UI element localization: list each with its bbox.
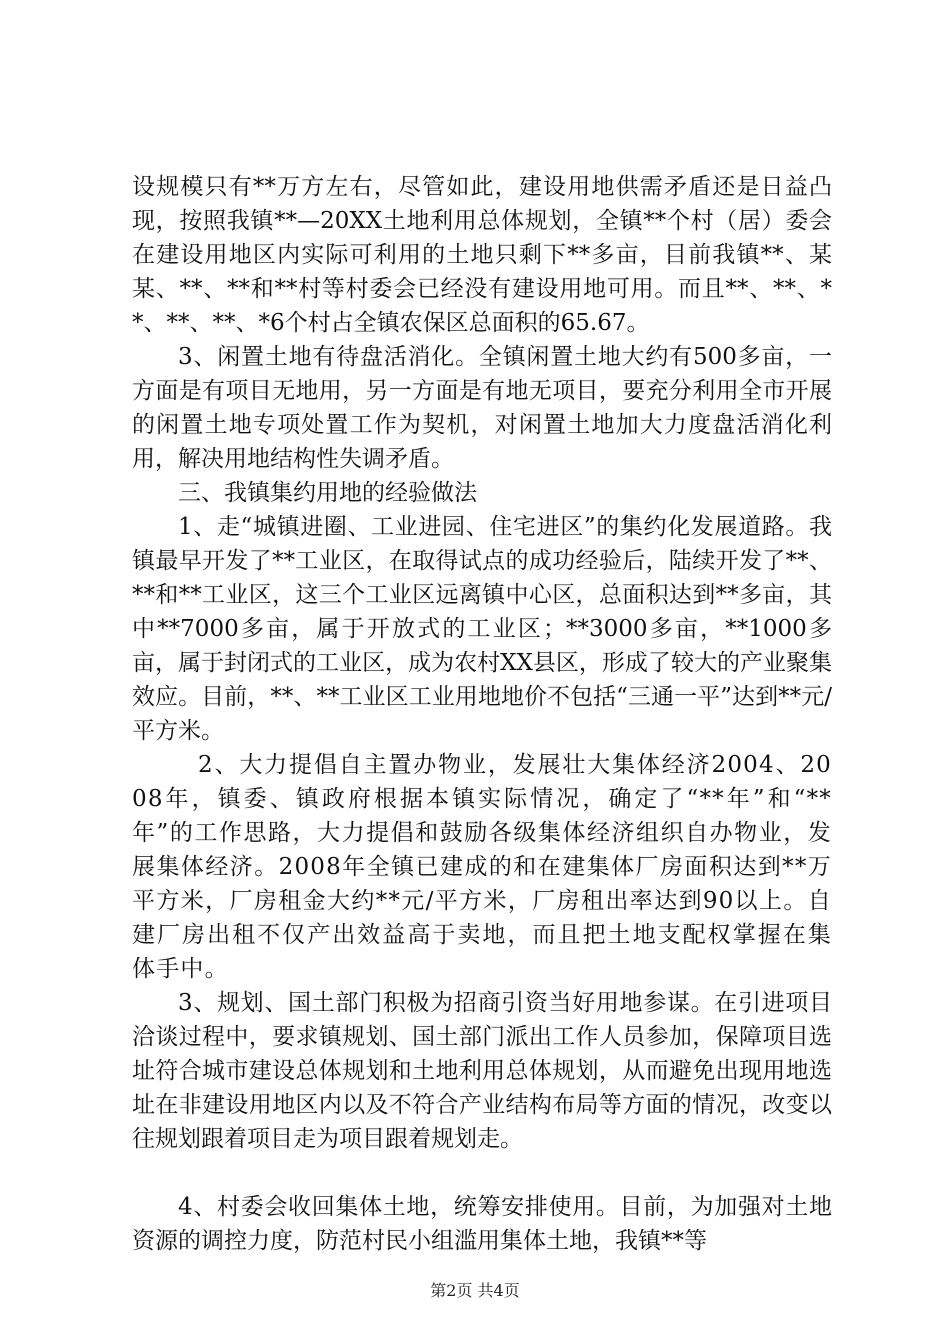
- paragraph-collective-economy: 2、大力提倡自主置办物业，发展壮大集体经济2004、2008年，镇委、镇政府根据本镇实际情况，确定了“**年”和“**年”的工作思路，大力提倡和鼓励各级集体经济组织自办物业，发展集体经济。2008年全镇已建成的和在建集体厂房面积达到**万平方米，厂房租金大约**元/平方米，厂房租出率达到90以上。自建厂房出租不仅产出效益高于卖地，而且把土地支配权掌握在集体手中。: [132, 752, 832, 982]
- page-number-footer: 第2页 共4页: [430, 1281, 520, 1300]
- paragraph-planning-advisor: 3、规划、国土部门积极为招商引资当好用地参谋。在引进项目洽谈过程中，要求镇规划、国土部门派出工作人员参加，保障项目选址符合城市建设总体规划和土地利用总体规划，从而避免出现用地选址在非建设用地区内以及不符合产业结构布局等方面的情况，改变以往规划跟着项目走为项目跟着规划走。: [132, 990, 832, 1152]
- paragraph-continuation: 设规模只有**万方左右，尽管如此，建设用地供需矛盾还是日益凸现，按照我镇**—20XX土地利用总体规划，全镇**个村（居）委会在建设用地区内实际可利用的土地只剩下**多亩，目前我镇**、某某、**、**和**村等村委会已经没有建设用地可用。而且**、**、**、**、**、*6个村占全镇农保区总面积的65.67。: [132, 174, 832, 336]
- paragraph-village-land: 4、村委会收回集体土地，统筹安排使用。目前，为加强对土地资源的调控力度，防范村民小组滥用集体土地，我镇**等: [132, 1194, 832, 1254]
- section-heading: 三、我镇集约用地的经验做法: [178, 480, 477, 506]
- paragraph-intensive-development: 1、走“城镇进圈、工业进园、住宅进区”的集约化发展道路。我镇最早开发了**工业区，在取得试点的成功经验后，陆续开发了**、**和**工业区，这三个工业区远离镇中心区，总面积达到**多亩，其中**7000多亩，属于开放式的工业区；**3000多亩，**1000多亩，属于封闭式的工业区，成为农村XX县区，形成了较大的产业聚集效应。目前，**、**工业区工业用地地价不包括“三通一平”达到**元/平方米。: [132, 514, 832, 744]
- document-body: [132, 170, 832, 1258]
- paragraph-idle-land: 3、闲置土地有待盘活消化。全镇闲置土地大约有500多亩，一方面是有项目无地用，另一方面是有地无项目，要充分利用全市开展的闲置土地专项处置工作为契机，对闲置土地加大力度盘活消化利用，解决用地结构性失调矛盾。: [132, 344, 832, 472]
